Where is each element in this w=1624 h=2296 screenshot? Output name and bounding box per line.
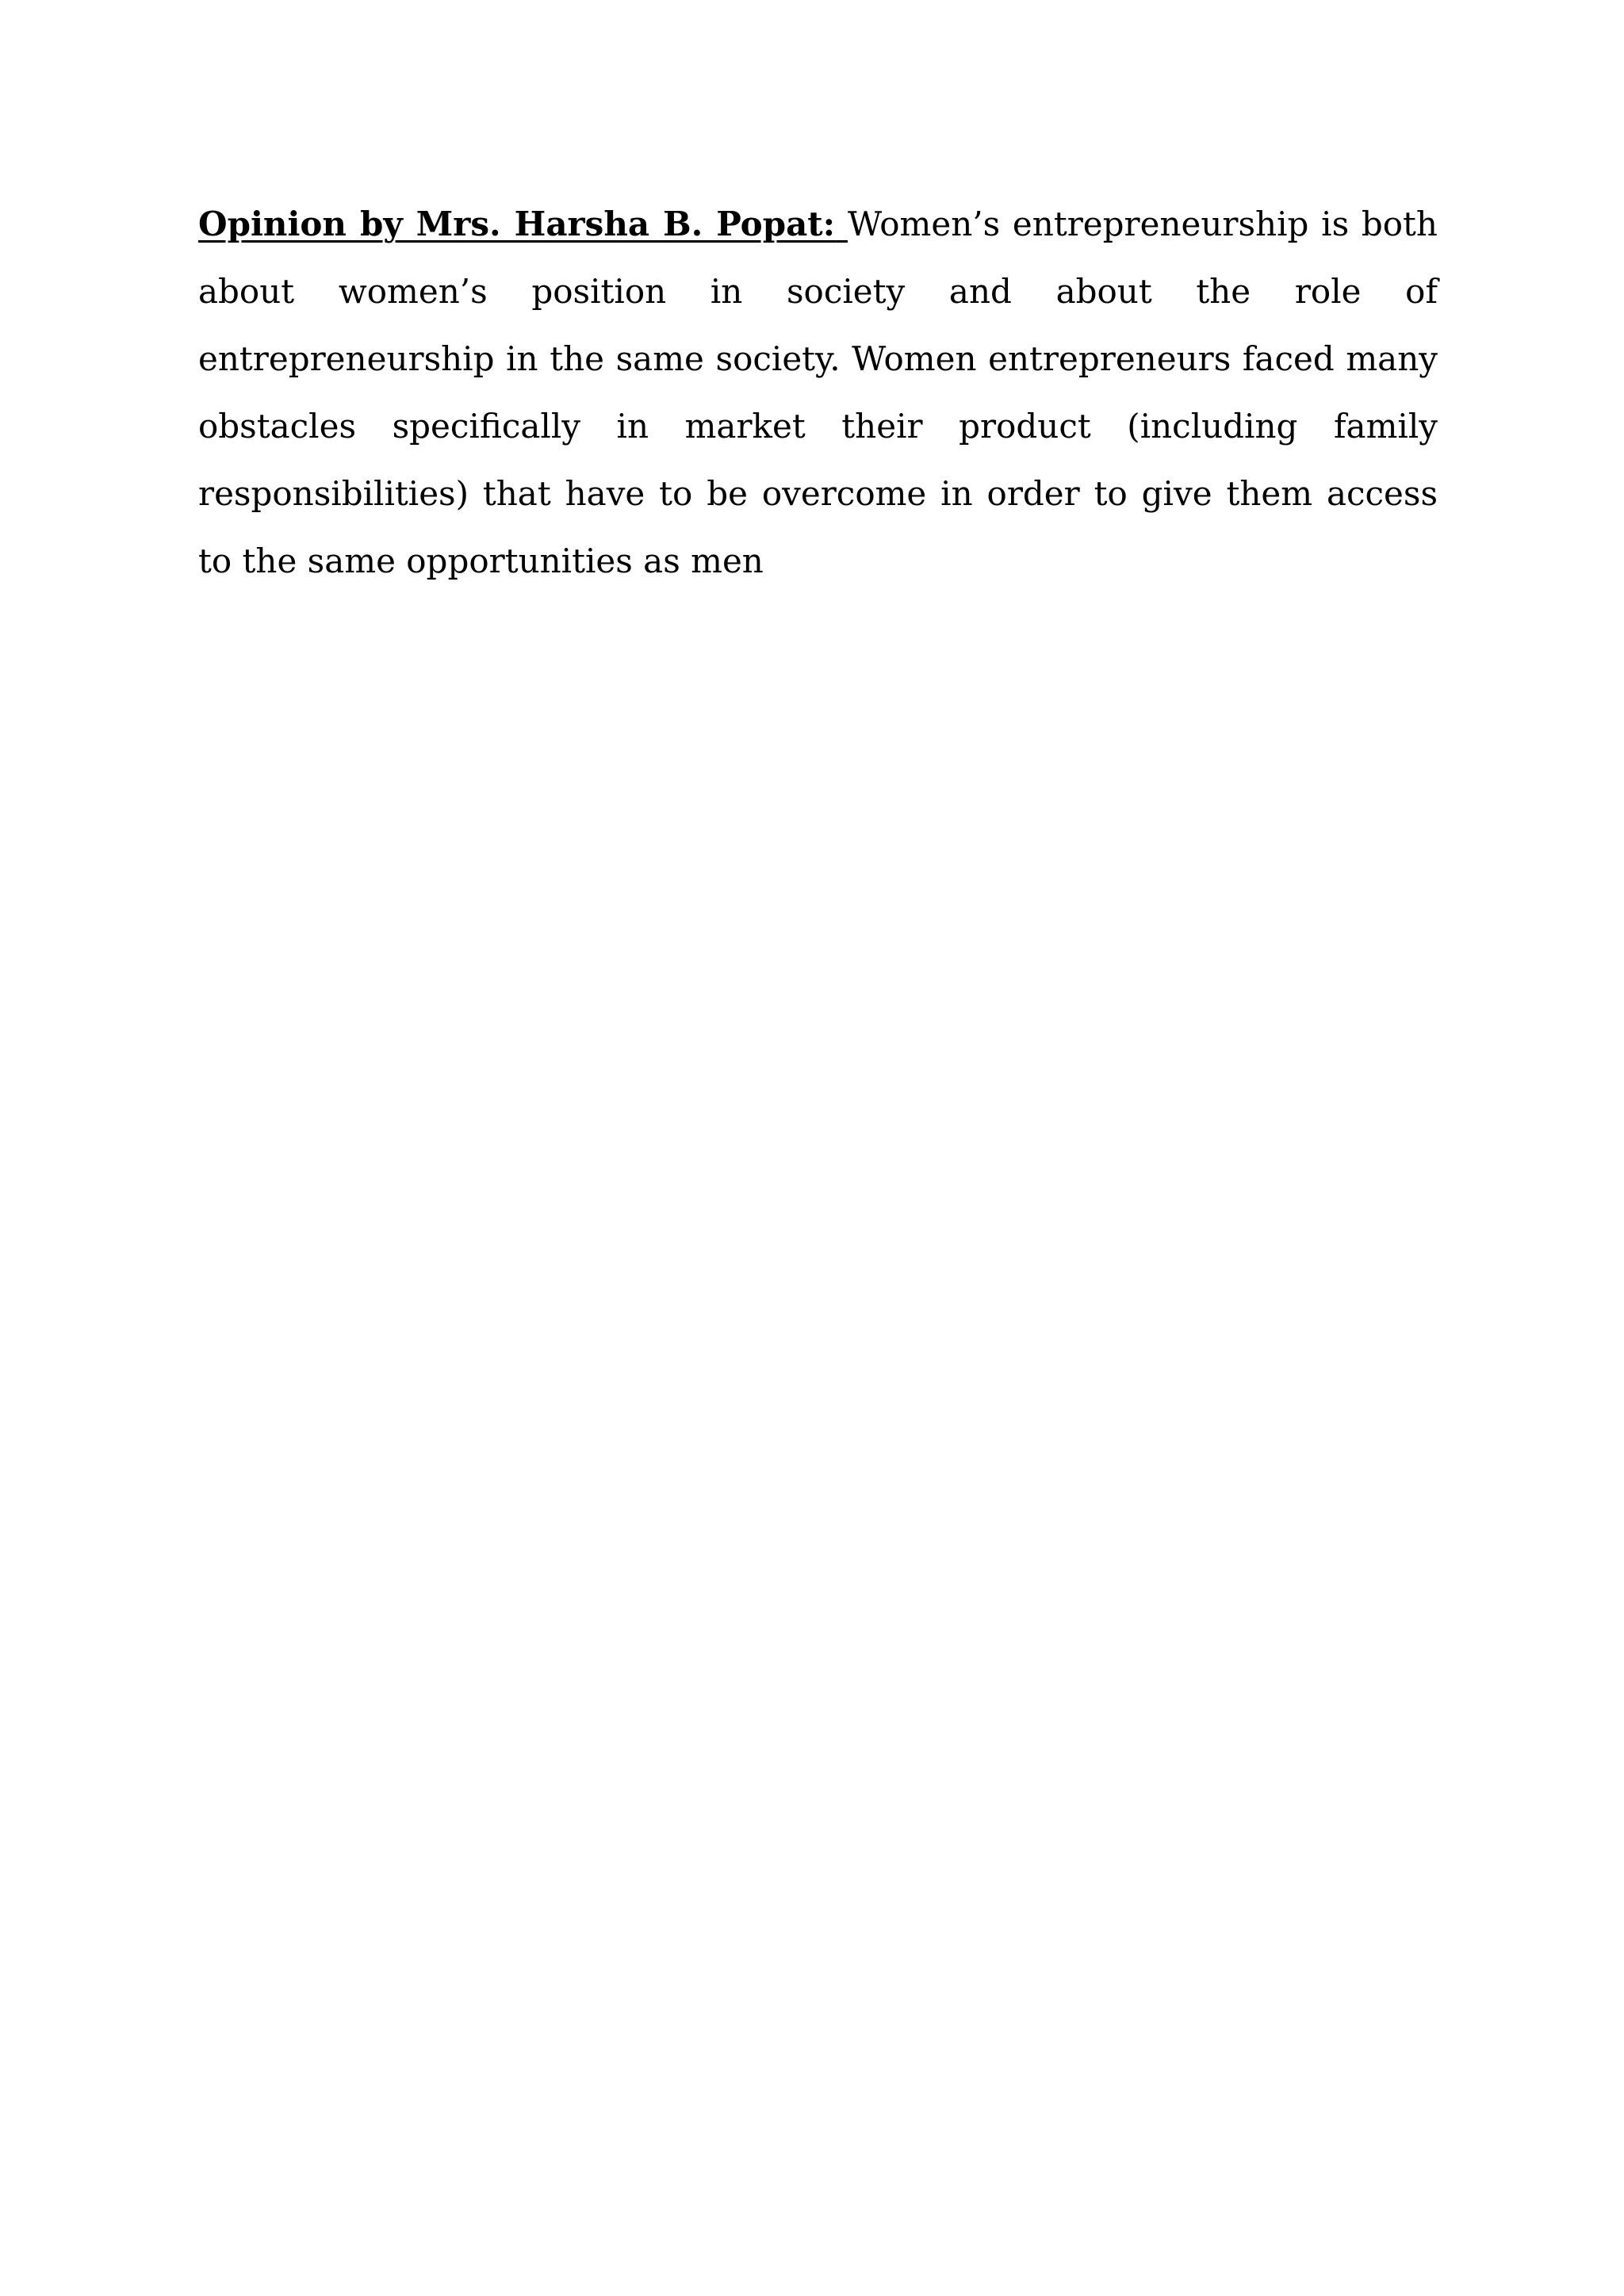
opinion-body-text: Women’s entrepreneurship is both about women’s position in society and about the role of entrepreneurship in the same society. Women entrepreneurs faced many obstacles specifically in market their product (including family responsibilities) that have to be overcome in order to give them access to the same opportunities as men bbox=[198, 205, 1438, 580]
heading-underline-gap bbox=[835, 205, 848, 243]
opinion-heading: Opinion by Mrs. Harsha B. Popat: bbox=[198, 205, 836, 243]
opinion-paragraph bbox=[198, 190, 1438, 595]
